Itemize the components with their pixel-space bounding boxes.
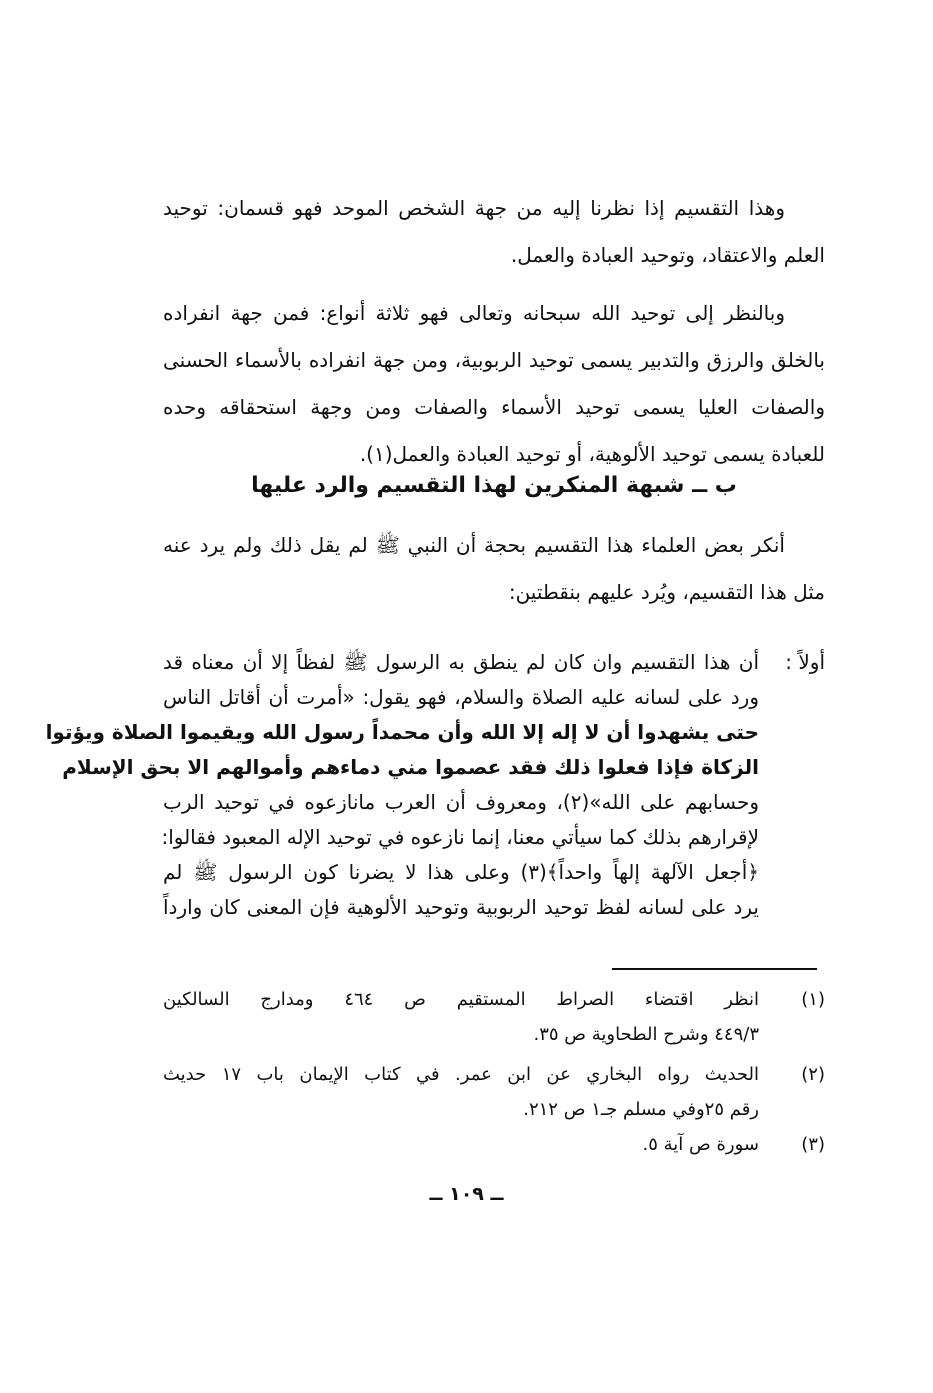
footnote-number: (١) <box>801 989 825 1010</box>
paragraph-line: مثل هذا التقسيم، ويُرد عليهم بنقطتين: <box>508 580 825 604</box>
hadith-line: حتى يشهدوا أن لا إله إلا الله وأن محمداً رسول الله ويقيموا الصلاة ويؤتوا <box>45 720 759 744</box>
paragraph-objection <box>163 522 825 616</box>
footnote-body <box>163 982 759 1052</box>
paragraph-line: العلم والاعتقاد، وتوحيد العبادة والعمل. <box>510 243 825 267</box>
point-line: يرد على لسانه لفظ توحيد الربوبية وتوحيد الألوهية فإن المعنى كان وارداً <box>163 895 759 919</box>
footnote-line: ٤٤٩/٣ وشرح الطحاوية ص ٣٥. <box>533 1024 759 1045</box>
paragraph-line: والصفات العليا يسمى توحيد الأسماء والصفات ومن وجهة استحقاقه وحده <box>163 395 825 419</box>
footnote-line: رقم ٢٥وفي مسلم جـ١ ص ٢١٢. <box>523 1099 759 1120</box>
footnote-number: (٢) <box>801 1064 825 1085</box>
point-body <box>45 645 759 925</box>
point-line: وحسابهم على الله»(٢)، ومعروف أن العرب مانازعوه في توحيد الرب <box>163 790 759 814</box>
page-number: ــ ١٠٩ ــ <box>429 1183 504 1205</box>
quran-quote-line: ﴿أجعل الآلهة إلهاً واحداً﴾(٣) وعلى هذا لا يضرنا كون الرسول ﷺ لم <box>163 860 759 884</box>
point-line: لإقرارهم بذلك كما سيأتي معنا، إنما نازعوه في توحيد الإله المعبود فقالوا: <box>161 825 759 849</box>
hadith-line: الزكاة فإذا فعلوا ذلك فقد عصموا مني دماءهم وأموالهم الا بحق الإسلام <box>62 755 759 779</box>
footnote-number: (٣) <box>801 1134 825 1155</box>
paragraph-line: وهذا التقسيم إذا نظرنا إليه من جهة الشخص الموحد فهو قسمان: توحيد <box>163 196 785 220</box>
paragraph-line: للعبادة يسمى توحيد الألوهية، أو توحيد العبادة والعمل(١). <box>359 442 825 466</box>
section-heading: ب ــ شبهة المنكرين لهذا التقسيم والرد عليها <box>251 473 737 498</box>
footnote-line: سورة ص آية ٥. <box>642 1134 759 1155</box>
point-line: أن هذا التقسيم وان كان لم ينطق به الرسول ﷺ لفظاً إلا أن معناه قد <box>163 650 759 674</box>
footnote-line: انظر اقتضاء الصراط المستقيم ص ٤٦٤ ومدارج السالكين <box>163 989 760 1010</box>
point-line: ورد على لسانه عليه الصلاة والسلام، فهو يقول: «أمرت أن أقاتل الناس <box>163 685 759 709</box>
paragraph-line: وبالنظر إلى توحيد الله سبحانه وتعالى فهو ثلاثة أنواع: فمن جهة انفراده <box>163 301 785 325</box>
paragraph-line: أنكر بعض العلماء هذا التقسيم بحجة أن النبي ﷺ لم يقل ذلك ولم يرد عنه <box>163 533 785 557</box>
footnote-body <box>163 1057 759 1127</box>
paragraph-line: بالخلق والرزق والتدبير يسمى توحيد الربوبية، ومن جهة انفراده بالأسماء الحسنى <box>163 348 825 372</box>
paragraph-three-types-of-tawhid <box>163 290 825 478</box>
point-label: أولاً : <box>785 650 825 674</box>
paragraph-tawhid-division-by-person <box>163 185 825 279</box>
footnote-line: الحديث رواه البخاري عن ابن عمر. في كتاب الإيمان باب ١٧ حديث <box>163 1064 760 1085</box>
footnote-body <box>163 1127 759 1162</box>
footnote-divider <box>612 968 817 970</box>
